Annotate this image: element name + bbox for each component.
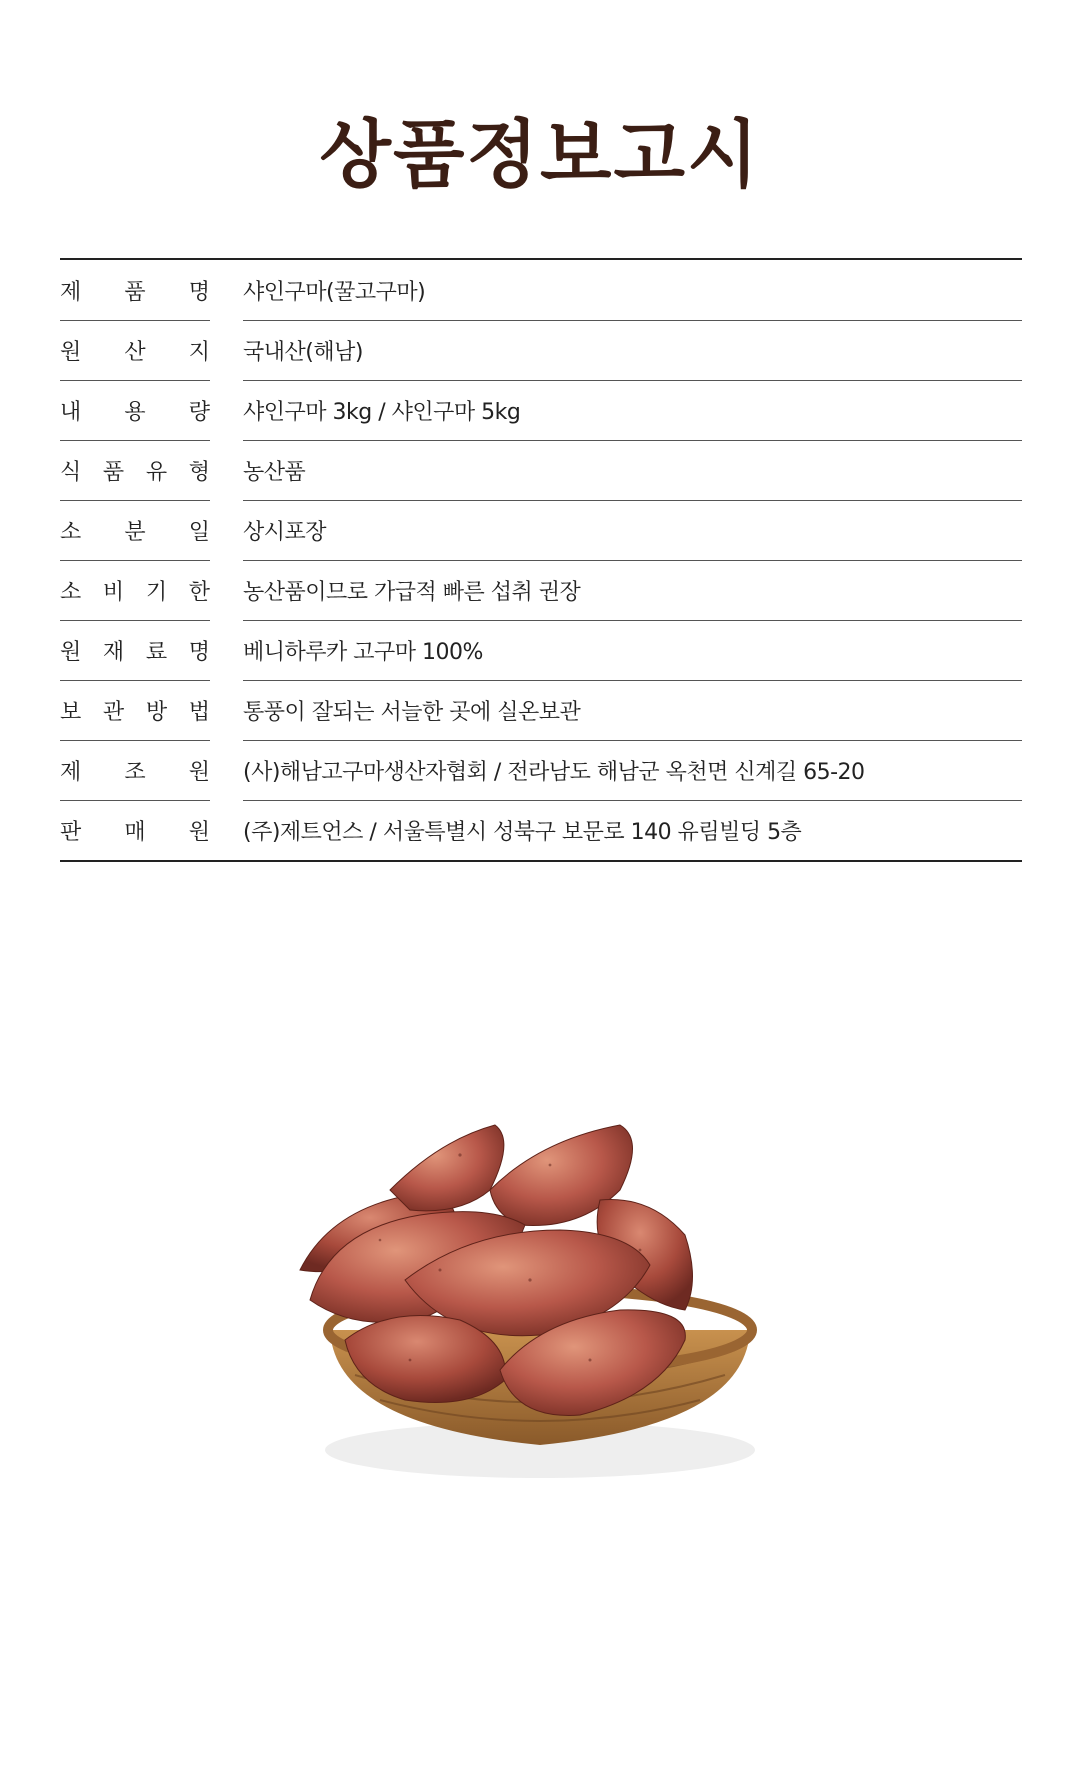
table-row: [60, 560, 1022, 620]
table-row: [60, 500, 1022, 560]
row-value: 샤인구마 3kg / 샤인구마 5kg: [243, 399, 521, 425]
label-char: 형: [188, 459, 210, 485]
label-char: 유: [145, 459, 168, 485]
label-char: 품: [124, 279, 146, 305]
row-value: (주)제트언스 / 서울특별시 성북구 보문로 140 유림빌딩 5층: [243, 819, 802, 845]
table-row: [60, 680, 1022, 740]
label-char: 판: [60, 819, 82, 845]
sweet-potato-photo: [290, 1080, 790, 1520]
label-char: 소: [60, 519, 82, 545]
label-char: 식: [60, 459, 82, 485]
row-value: 통풍이 잘되는 서늘한 곳에 실온보관: [243, 699, 581, 725]
label-char: 료: [145, 639, 168, 665]
row-label: [60, 455, 210, 486]
label-char: 관: [102, 699, 125, 725]
row-value: 농산품: [243, 459, 306, 485]
table-row: [60, 380, 1022, 440]
label-char: 명: [188, 639, 210, 665]
row-label: [60, 275, 210, 306]
label-char: 명: [188, 279, 210, 305]
page-title: 상품정보고시: [319, 112, 761, 198]
table-row: [60, 800, 1022, 860]
row-label: [60, 815, 210, 846]
row-value: 샤인구마(꿀고구마): [243, 279, 426, 305]
label-char: 원: [60, 639, 82, 665]
table-row: [60, 260, 1022, 320]
label-char: 기: [145, 579, 168, 605]
label-char: 용: [124, 399, 146, 425]
product-info-table: [60, 258, 1022, 862]
row-value: 국내산(해남): [243, 339, 363, 365]
label-char: 매: [124, 819, 146, 845]
label-char: 제: [60, 279, 82, 305]
row-value: 농산품이므로 가급적 빠른 섭취 권장: [243, 579, 581, 605]
label-char: 산: [124, 339, 146, 365]
label-char: 량: [188, 399, 210, 425]
row-value: 베니하루카 고구마 100%: [243, 639, 483, 665]
label-char: 비: [102, 579, 125, 605]
label-char: 분: [124, 519, 146, 545]
label-char: 조: [124, 759, 146, 785]
label-char: 보: [60, 699, 82, 725]
label-char: 원: [60, 339, 82, 365]
row-label: [60, 635, 210, 666]
row-label: [60, 335, 210, 366]
label-char: 품: [102, 459, 125, 485]
row-label: [60, 695, 210, 726]
table-row: [60, 620, 1022, 680]
label-char: 소: [60, 579, 82, 605]
label-char: 법: [188, 699, 210, 725]
label-char: 지: [188, 339, 210, 365]
label-char: 원: [188, 759, 210, 785]
label-char: 한: [188, 579, 210, 605]
table-row: [60, 740, 1022, 800]
label-char: 방: [145, 699, 168, 725]
row-label: [60, 755, 210, 786]
label-char: 재: [102, 639, 125, 665]
label-char: 일: [188, 519, 210, 545]
row-label: [60, 395, 210, 426]
row-value: (사)해남고구마생산자협회 / 전라남도 해남군 옥천면 신계길 65-20: [243, 759, 865, 785]
row-label: [60, 575, 210, 606]
label-char: 내: [60, 399, 82, 425]
label-char: 원: [188, 819, 210, 845]
table-row: [60, 320, 1022, 380]
row-value: 상시포장: [243, 519, 327, 545]
row-label: [60, 515, 210, 546]
table-row: [60, 440, 1022, 500]
label-char: 제: [60, 759, 82, 785]
